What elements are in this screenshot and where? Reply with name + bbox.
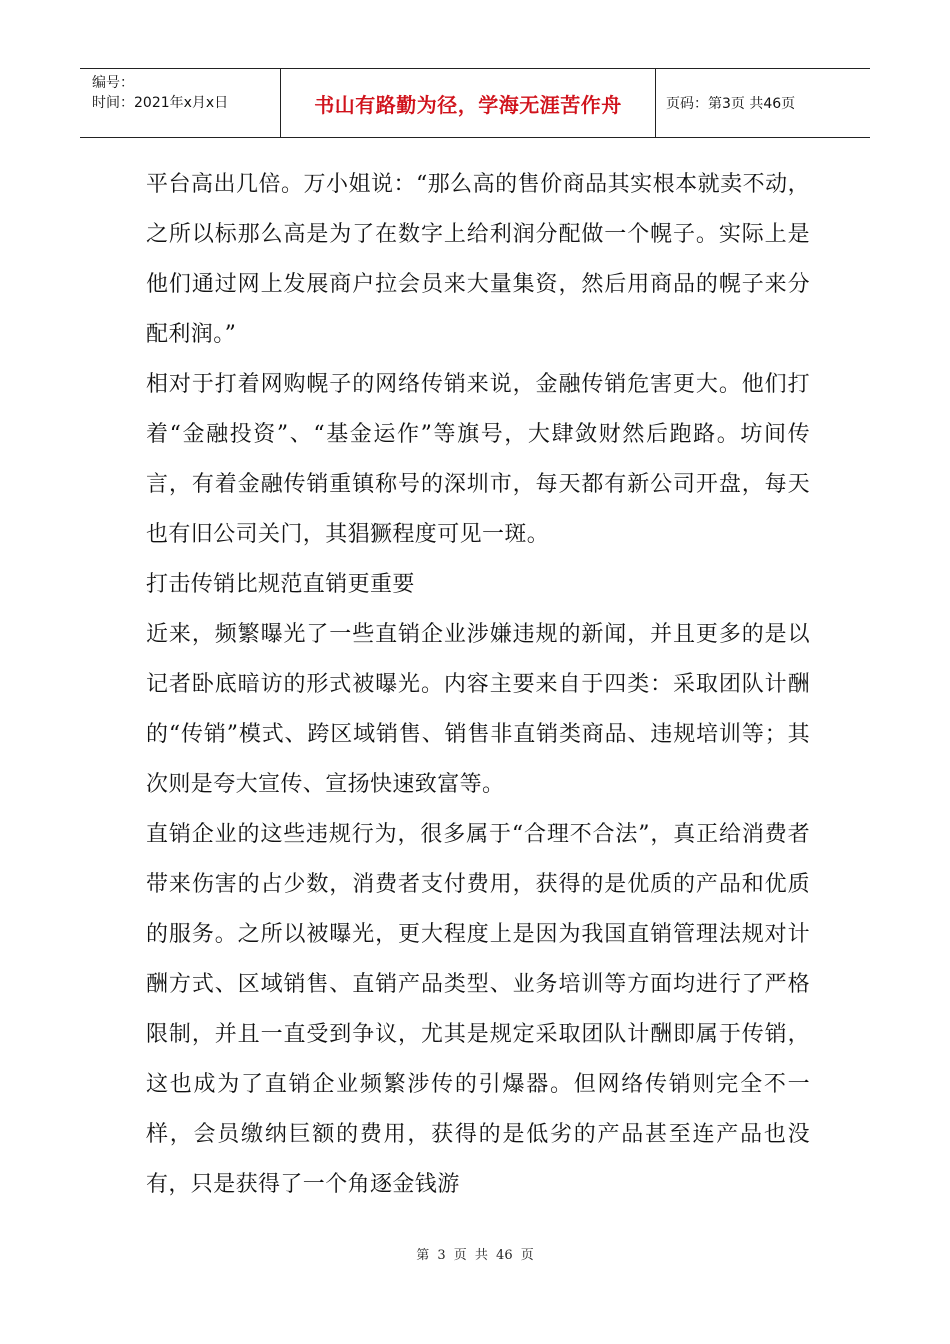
page-footer: 第 3 页 共 46 页	[416, 1248, 534, 1263]
paragraph: 直销企业的这些违规行为，很多属于“合理不合法”，真正给消费者带来伤害的占少数，消费者支付费用，获得的是优质的产品和优质的服务。之所以被曝光，更大程度上是因为我国直销管理法规对计酬方式、区域销售、直销产品类型、业务培训等方面均进行了严格限制，并且一直受到争议，尤其是规定采取团队计酬即属于传销，这也成为了直销企业频繁涉传的引爆器。但网络传销则完全不一样，会员缴纳巨额的费用，获得的是低劣的产品甚至连产品也没有，只是获得了一个角逐金钱游	[146, 822, 810, 1197]
paragraph: 平台高出几倍。万小姐说：“那么高的售价商品其实根本就卖不动，之所以标那么高是为了在数字上给利润分配做一个幌子。实际上是他们通过网上发展商户拉会员来大量集资，然后用商品的幌子来分配利润。”	[146, 172, 810, 347]
paragraph: 相对于打着网购幌子的网络传销来说，金融传销危害更大。他们打着“金融投资”、“基金运作”等旗号，大肆敛财然后跑路。坊间传言，有着金融传销重镇称号的深圳市，每天都有新公司开盘，每天也有旧公司关门，其猖獗程度可见一斑。	[146, 372, 810, 547]
header-motto: 书山有路勤为径，学海无涯苦作舟	[280, 69, 656, 137]
document-body	[146, 160, 810, 1210]
document-number-label: 编号：	[92, 75, 134, 91]
section-heading: 打击传销比规范直销更重要	[146, 572, 415, 597]
header-meta	[80, 69, 280, 137]
page-header	[80, 68, 870, 138]
paragraph: 近来，频繁曝光了一些直销企业涉嫌违规的新闻，并且更多的是以记者卧底暗访的形式被曝光。内容主要来自于四类：采取团队计酬的“传销”模式、跨区域销售、销售非直销类商品、违规培训等；其次则是夸大宣传、宣扬快速致富等。	[146, 622, 810, 797]
header-page-info: 页码：第3页 共46页	[666, 96, 796, 112]
document-date: 时间：2021年x月x日	[92, 95, 229, 111]
